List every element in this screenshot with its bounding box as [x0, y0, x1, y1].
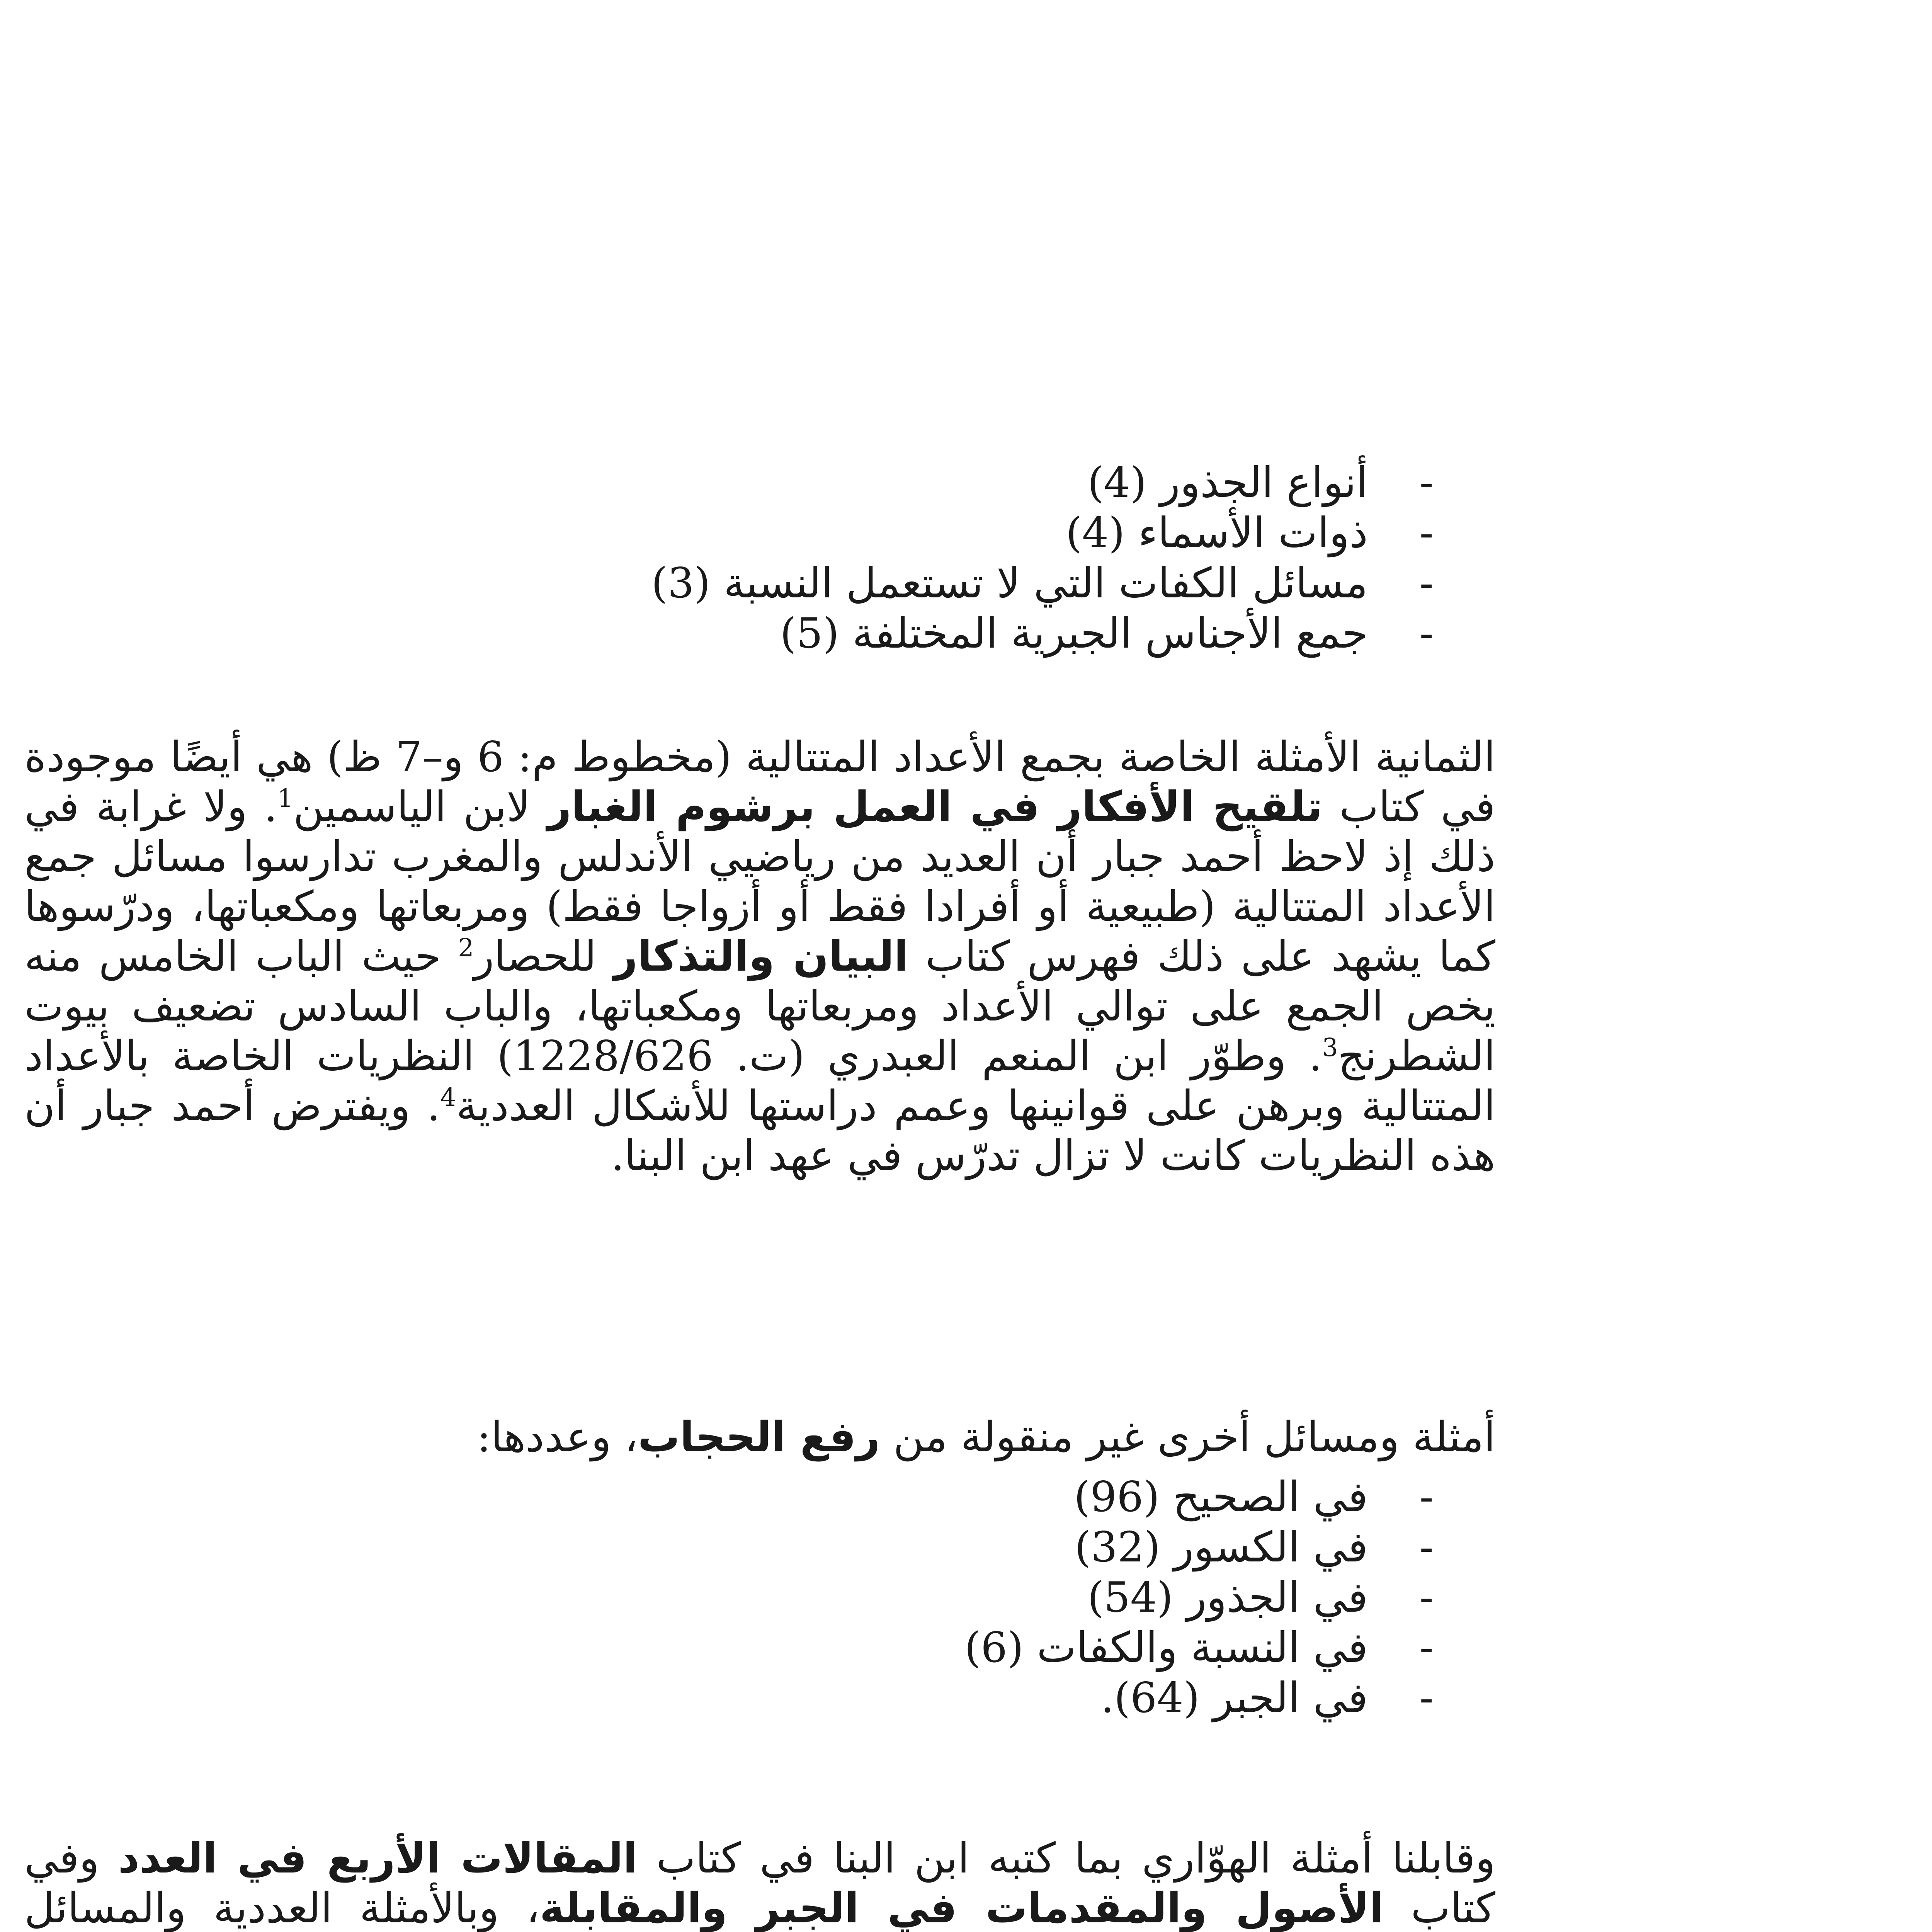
body-paragraph-3: وقابلنا أمثلة الهوّاري بما كتبه ابن البنا في كتاب المقالات الأربع في العدد وفي كتاب الأصول والمقدمات في الجبر والمقابلة، وبالأمثلة العددية والمسائل — [24, 1834, 1495, 1932]
list-item: - جمع الأجناس الجبرية المختلفة (5) — [651, 609, 1434, 659]
list-item: - في الكسور (32) — [964, 1522, 1434, 1573]
list-item: - في الجذور (54) — [964, 1573, 1434, 1623]
examples-intro: أمثلة ومسائل أخرى غير منقولة من رفع الحجاب، وعددها: — [477, 1413, 1495, 1461]
footnote-ref: 3 — [1322, 1033, 1338, 1062]
footnote-ref: 1 — [277, 784, 293, 813]
list-item: - في الجبر (64). — [964, 1673, 1434, 1723]
examples-list — [964, 1472, 1434, 1723]
list-dash: - — [1419, 609, 1434, 658]
book-title: البيان والتذكار — [613, 932, 908, 981]
book-title: الأصول والمقدمات في الجبر والمقابلة — [539, 1884, 1384, 1932]
topics-list — [651, 458, 1434, 659]
list-item: - مسائل الكفات التي لا تستعمل النسبة (3) — [651, 558, 1434, 609]
book-title: المقالات الأربع في العدد — [118, 1834, 638, 1883]
list-dash: - — [1419, 509, 1434, 557]
book-title: رفع الحجاب — [638, 1413, 880, 1461]
list-dash: - — [1419, 459, 1434, 507]
list-dash: - — [1419, 1523, 1434, 1571]
footnote-ref: 2 — [458, 934, 474, 963]
book-title: تلقيح الأفكار في العمل برشوم الغبار — [547, 783, 1323, 831]
list-dash: - — [1419, 1473, 1434, 1521]
list-item: - أنواع الجذور (4) — [651, 458, 1434, 508]
list-dash: - — [1419, 1573, 1434, 1622]
list-dash: - — [1419, 559, 1434, 607]
list-item: - في النسبة والكفات (6) — [964, 1623, 1434, 1673]
footnote-ref: 4 — [440, 1083, 456, 1112]
list-item: - في الصحيح (96) — [964, 1472, 1434, 1522]
list-dash: - — [1419, 1674, 1434, 1722]
list-dash: - — [1419, 1624, 1434, 1672]
list-item: - ذوات الأسماء (4) — [651, 508, 1434, 558]
body-paragraph-1: الثمانية الأمثلة الخاصة بجمع الأعداد المتتالية (مخطوط م: 6 و–7 ظ) هي أيضًا موجودة في كتاب تلقيح الأفكار في العمل برشوم الغبار لابن الياسمين$^1$. ولا غرابة في ذلك إذ لاحظ أحمد جبار أن العديد من رياضيي الأندلس والمغرب تدارسوا مسائل جمع الأعداد المتتالية (طبيعية أو أفرادا فقط أو أزواجا فقط) ومربعاتها ومكعباتها، ودرّسوها كما يشهد على ذلك فهرس كتاب البيان والتذكار للحصار$^2$ حيث الباب الخامس منه يخص الجمع على توالي الأعداد ومربعاتها ومكعباتها، والباب السادس تضعيف بيوت الشطرنج$^3$. وطوّر ابن المنعم العبدري (ت. 1228/626) النظريات الخاصة بالأعداد المتتالية وبرهن على قوانينها وعمم دراستها للأشكال العددية$^4$. ويفترض أحمد جبار أن هذه النظريات كانت لا تزال تدرّس في عهد ابن البنا. — [24, 733, 1496, 1180]
